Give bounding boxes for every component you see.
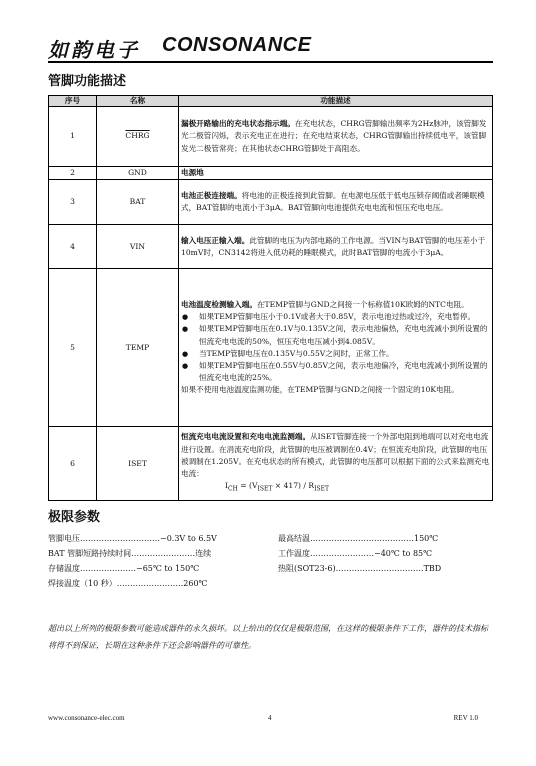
col-header-num: 序号	[49, 96, 97, 107]
pin-number: 3	[49, 180, 97, 225]
pin-name: GND	[97, 167, 179, 180]
col-header-name: 名称	[97, 96, 179, 107]
formula-part: = (V	[237, 481, 258, 491]
temp-condition-list	[181, 311, 490, 384]
footer-url[interactable]: www.consonance-elec.com	[48, 714, 125, 722]
table-row	[49, 167, 493, 180]
pin-number: 2	[49, 167, 97, 180]
company-name-en: CONSONANCE	[162, 34, 312, 56]
abs-section-title: 极限参数	[48, 510, 101, 525]
pin-desc-text: 从ISET管脚连接一个外部电阻到地端可以对充电电流进行设置。在涓流充电阶段，此管脚的电压被调制在0.4V；在恒流充电阶段，此管脚的电压被调制在1.205V。在充电状态的所有模式，此管脚的电压都可以根据下面的公式来监测充电电流：	[181, 432, 490, 479]
col-header-desc: 功能描述	[179, 96, 493, 107]
pin-description	[179, 167, 493, 180]
pin-name: ISET	[97, 427, 179, 501]
pin-description	[179, 225, 493, 269]
abs-param-left: BAT 管脚短路持续时间……………………连续	[48, 549, 212, 558]
abs-param-left: 存储温度…………………−65℃ to 150℃	[48, 564, 200, 573]
table-header-row	[49, 96, 493, 107]
pin-desc-title: 电池正极连接端。	[181, 191, 242, 200]
pin-name: BAT	[97, 180, 179, 225]
pin-function-table	[48, 95, 493, 501]
pin-description	[179, 107, 493, 167]
pin-desc-title: 输入电压正输入端。	[181, 235, 250, 245]
list-item: ● 如果TEMP管脚电压在0.1V与0.135V之间，表示电池偏热，充电电流减小到所设置的恒流充电电流的50%，恒压充电电压减小到4.085V。	[181, 323, 490, 347]
list-item: ● 如果TEMP管脚电压小于0.1V或者大于0.85V，表示电池过热或过冷，充电暂停。	[181, 311, 490, 323]
pin-desc-text: 在TEMP管脚与GND之间接一个标称值10K欧姆的NTC电阻。	[256, 299, 469, 309]
table-row	[49, 180, 493, 225]
formula-part: I	[225, 481, 228, 491]
pin-description	[179, 427, 493, 501]
formula-part: × 417) / R	[272, 481, 315, 491]
pin-description	[179, 269, 493, 427]
formula-part: ISET	[257, 485, 273, 493]
table-row	[49, 107, 493, 167]
pin-name: VIN	[97, 225, 179, 269]
header-rule	[48, 61, 493, 63]
pin-desc-text: 将电池的正极连接到此管脚。在电源电压低于低电压锁存阈值或者睡眠模式，BAT管脚的电流小于3μA。BAT管脚向电池提供充电电流和恒压充电电压。	[181, 191, 485, 213]
absolute-max-list	[48, 531, 493, 591]
formula-part: ISET	[314, 485, 329, 493]
pin-desc-title: 电池温度检测输入端。	[181, 299, 257, 309]
pin-desc-text: 在充电状态，CHRG管脚输出频率为2Hz脉冲，该管脚发光二极管闪烁，表示充电正在进行；在充电结束状态，CHRG管脚输出持续低电平，该管脚发光二极管常亮；在其他状态CHRG管脚处于高阻态。	[181, 119, 487, 153]
pin-number: 4	[49, 225, 97, 269]
list-item: ● 当TEMP管脚电压在0.135V与0.55V之间时，正常工作。	[181, 348, 490, 360]
pin-desc-title: 漏极开路输出的充电状态指示端。	[181, 119, 295, 129]
pin-desc-text: 此管脚的电压为内部电路的工作电源。当VIN与BAT管脚的电压差小于10mV时，CN3142将进入低功耗的睡眠模式，此时BAT管脚的电流小于3μA。	[181, 235, 486, 257]
pin-name: CHRG	[97, 107, 179, 167]
table-row	[49, 269, 493, 427]
pin-number: 6	[49, 427, 97, 501]
table-row	[49, 427, 493, 501]
pin-name: TEMP	[97, 269, 179, 427]
pin-desc-note: 如果不使用电池温度监测功能，在TEMP管脚与GND之间接一个固定的10K电阻。	[181, 385, 459, 395]
list-item: ● 如果TEMP管脚电压在0.55V与0.85V之间，表示电池偏冷，充电电流减小到所设置的恒流充电电流的25%。	[181, 360, 490, 384]
list-item	[48, 561, 493, 576]
pin-number: 5	[49, 269, 97, 427]
current-formula	[181, 480, 490, 496]
pin-section-title: 管脚功能描述	[48, 74, 127, 89]
pin-desc-title: 电源地	[181, 168, 204, 177]
warning-note: 超出以上所列的极限参数可能造成器件的永久损坏。以上给出的仅仅是极限范围，在这样的极限条件下工作，器件的技术指标将得不到保证，长期在这种条件下还会影响器件的可靠性。	[48, 624, 488, 650]
abs-param-left: 焊接温度（10 秒）…………………….260℃	[48, 579, 208, 588]
company-name-cn: 如韵电子	[48, 38, 140, 62]
pin-desc-title: 恒流充电电流设置和充电电流监测端。	[181, 432, 311, 442]
abs-param-right: 热阻(SOT23-6)……………………………TBD	[278, 564, 442, 573]
table-row	[49, 225, 493, 269]
list-item	[48, 546, 493, 561]
abs-param-right: 工作温度……………………−40℃ to 85℃	[278, 549, 433, 558]
abs-param-left: 管脚电压…………………………−0.3V to 6.5V	[48, 534, 217, 543]
pin-description	[179, 180, 493, 225]
revision-label: REV 1.0	[453, 714, 478, 722]
page-number: 4	[268, 714, 272, 722]
formula-part: CH	[228, 485, 238, 493]
pin-number: 1	[49, 107, 97, 167]
list-item	[48, 531, 493, 546]
list-item	[48, 576, 493, 591]
abs-param-right: 最高结温…………………………………150℃	[278, 534, 439, 543]
page-header	[48, 30, 493, 64]
